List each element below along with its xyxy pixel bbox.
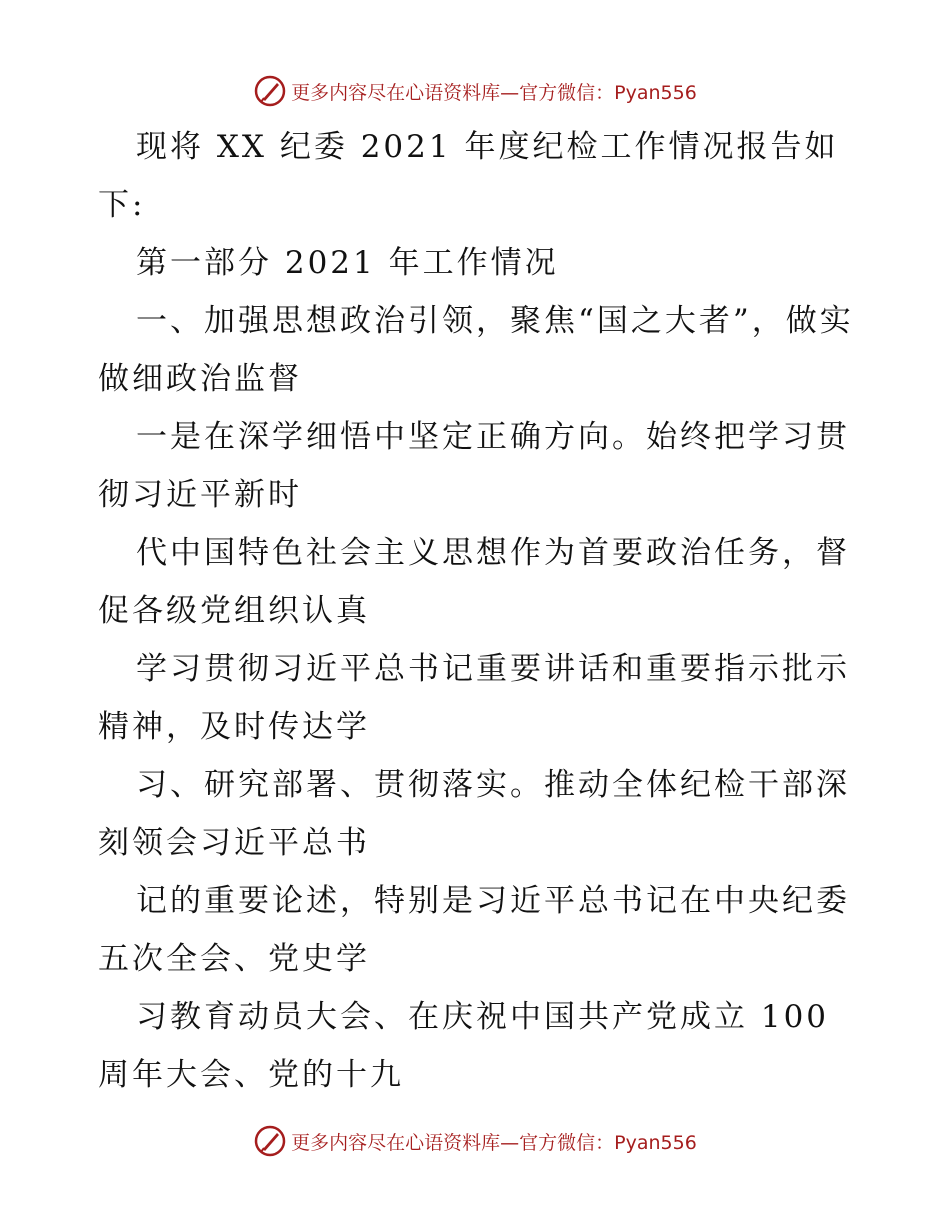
- watermark-text: 更多内容尽在心语资料库—官方微信：Pyan556: [291, 1131, 697, 1154]
- paragraph: 代中国特色社会主义思想作为首要政治任务，督促各级党组织认真: [98, 535, 850, 629]
- header-watermark-banner: [0, 71, 950, 111]
- quill-seal-logo-icon: [253, 74, 287, 108]
- paragraph: 一是在深学细悟中坚定正确方向。始终把学习贯彻习近平新时: [98, 419, 850, 513]
- document-body: [98, 118, 858, 1104]
- paragraph: 现将 XX 纪委 2021 年度纪检工作情况报告如下:: [98, 129, 839, 223]
- paragraph: 记的重要论述，特别是习近平总书记在中央纪委五次全会、党史学: [98, 883, 850, 977]
- watermark-text: 更多内容尽在心语资料库—官方微信：Pyan556: [291, 81, 697, 104]
- section-heading: 第一部分 2021 年工作情况: [136, 245, 559, 281]
- subsection-heading: 一、加强思想政治引领，聚焦“国之大者”，做实做细政治监督: [98, 303, 854, 397]
- paragraph: 学习贯彻习近平总书记重要讲话和重要指示批示精神，及时传达学: [98, 651, 850, 745]
- quill-seal-logo-icon: [253, 1124, 287, 1158]
- footer-watermark-banner: [0, 1121, 950, 1161]
- paragraph: 习、研究部署、贯彻落实。推动全体纪检干部深刻领会习近平总书: [98, 767, 850, 861]
- paragraph: 习教育动员大会、在庆祝中国共产党成立 100 周年大会、党的十九: [98, 999, 830, 1093]
